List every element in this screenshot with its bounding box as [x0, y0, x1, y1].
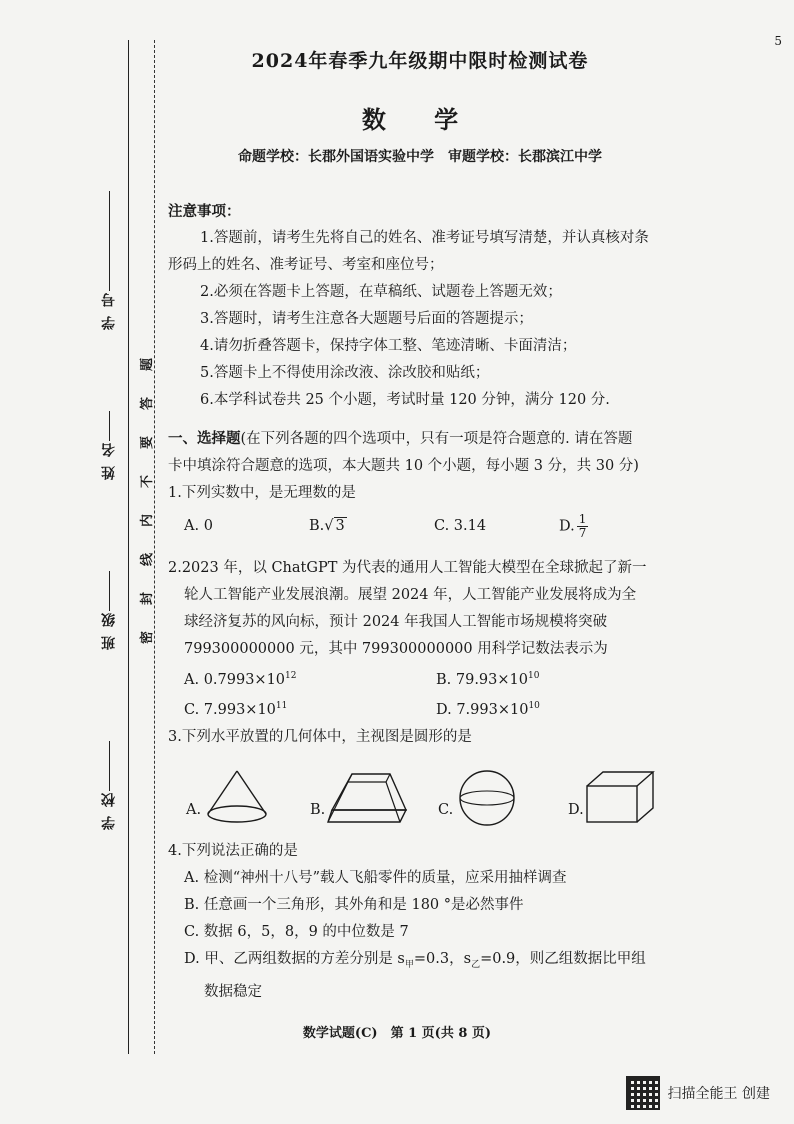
- seal-char: 内: [140, 513, 156, 528]
- note-line: 1.答题前，请考生先将自己的姓名、准考证号填写清楚，并认真核对条: [200, 230, 649, 246]
- section-instruction: (在下列各题的四个选项中，只有一项是符合题意的. 请在答题: [240, 431, 633, 447]
- seal-char: 答: [140, 396, 156, 411]
- school-field: [96, 735, 122, 830]
- exponent: 11: [275, 701, 288, 712]
- cone-icon: [204, 768, 270, 828]
- exponent: 12: [285, 670, 297, 681]
- question-1-stem: 1.下列实数中，是无理数的是: [168, 485, 356, 501]
- option-c: C.: [438, 802, 454, 818]
- option-c: [184, 693, 436, 724]
- notes-block: [168, 198, 688, 414]
- page-mark: 5: [774, 34, 782, 48]
- notes-title: 注意事项：: [168, 203, 241, 220]
- student-no-field: [96, 185, 122, 330]
- seal-char: 不: [140, 474, 156, 489]
- note-line: 形码上的姓名、准考证号、考室和座位号；: [168, 257, 444, 273]
- qr-code-icon: [626, 1076, 660, 1110]
- exponent: 10: [528, 701, 540, 712]
- question-2-options-row2: [168, 693, 688, 724]
- option-a: A.: [186, 802, 202, 818]
- section-choice: [168, 425, 688, 751]
- option-b: B. 任意画一个三角形，其外角和是 180 °是必然事件: [184, 897, 524, 913]
- option-b-label: B.: [309, 518, 325, 534]
- exponent: 10: [527, 670, 540, 681]
- section-instruction-cont: 卡中填涂符合题意的选项，本大题共 10 个小题，每小题 3 分，共 30 分): [168, 458, 639, 474]
- scanner-label: 扫描全能王 创建: [667, 1086, 770, 1102]
- option-d: D.: [568, 802, 584, 818]
- option-a: [184, 663, 436, 694]
- option-d: [436, 693, 688, 724]
- seal-warning: [136, 355, 156, 647]
- section-heading: [168, 425, 688, 453]
- page-footer: 数学试题(C) 第 1 页(共 8 页): [302, 1026, 492, 1041]
- option-b: [436, 663, 688, 694]
- option-d-text: =0.3，s: [413, 951, 472, 967]
- school-line: 命题学校：长郡外国语实验中学 审题学校：长郡滨江中学: [238, 149, 602, 165]
- option-d-text: D. 甲、乙两组数据的方差分别是 s: [184, 951, 405, 967]
- question-2-line: 2.2023 年，以 ChatGPT 为代表的通用人工智能大模型在全球掀起了新一: [168, 559, 647, 576]
- fraction: [577, 513, 589, 540]
- option-d: [559, 513, 684, 541]
- class-underline: [109, 571, 110, 611]
- question-3-stem: 3.下列水平放置的几何体中，主视图是圆形的是: [168, 729, 472, 746]
- note-line: 5.答题卡上不得使用涂改液、涂改胶和贴纸；: [200, 365, 490, 381]
- note-line: 3.答题时，请考生注意各大题题号后面的答题提示；: [200, 311, 533, 327]
- question-2-options-row1: [168, 663, 688, 694]
- option-a: A. 检测“神州十八号”载人飞船零件的质量，应采用抽样调查: [184, 870, 567, 886]
- seal-char: 封: [140, 591, 156, 606]
- scanner-watermark: [626, 1076, 770, 1110]
- option-a-text: A. 0.7993×10: [184, 671, 286, 688]
- fraction-numerator: 1: [578, 512, 587, 526]
- question-4-stem: 4.下列说法正确的是: [168, 843, 298, 859]
- option-c: C. 3.14: [434, 518, 487, 534]
- option-d-cont: 数据稳定: [204, 983, 262, 1000]
- sphere-icon: [456, 768, 518, 828]
- seal-char: 题: [140, 357, 156, 372]
- binding-line: [128, 40, 129, 1054]
- school-label: 学 校: [101, 791, 117, 830]
- option-c-text: C. 7.993×10: [184, 702, 276, 719]
- note-line: 6.本学科试卷共 25 个小题，考试时量 120 分钟，满分 120 分.: [200, 392, 610, 408]
- question-4: [168, 838, 688, 1006]
- seal-char: 要: [140, 435, 156, 450]
- option-d-label: D.: [559, 518, 575, 535]
- question-2-line: 球经济复苏的风向标，预计 2024 年我国人工智能市场规模将突破: [184, 613, 608, 630]
- student-no-label: 学 号: [101, 291, 117, 330]
- question-2-line: 799300000000 元，其中 799300000000 用科学记数法表示为: [184, 640, 608, 657]
- option-c: C. 数据 6，5，8，9 的中位数是 7: [184, 924, 409, 940]
- note-line: 4.请勿折叠答题卡，保持字体工整、笔迹清晰、卡面清洁；: [200, 338, 577, 354]
- seal-char: 密: [140, 630, 156, 645]
- school-underline: [109, 741, 110, 791]
- option-a: A. 0: [184, 518, 213, 534]
- option-d-text: =0.9，则乙组数据比甲组: [480, 951, 646, 967]
- sqrt-symbol: √: [324, 518, 334, 534]
- name-label: 姓 名: [101, 441, 117, 480]
- question-1-options: [168, 513, 688, 541]
- option-b-text: B. 79.93×10: [436, 671, 528, 688]
- fraction-denominator: 7: [578, 526, 587, 540]
- subscript: 甲: [404, 959, 414, 970]
- option-b: B.: [310, 802, 326, 818]
- option-d-text: D. 7.993×10: [436, 702, 529, 719]
- exam-title: 2024年春季九年级期中限时检测试卷: [251, 50, 589, 72]
- subject-title: 数 学: [361, 105, 479, 134]
- seal-char: 线: [140, 552, 156, 567]
- section-title: 一、选择题: [168, 430, 241, 447]
- name-field: [96, 405, 122, 480]
- subscript: 乙: [471, 959, 481, 970]
- question-2-line: 轮人工智能产业发展浪潮。展望 2024 年，人工智能产业发展将成为全: [184, 586, 637, 603]
- option-d: [168, 946, 688, 979]
- question-3-options: [186, 768, 666, 828]
- name-underline: [109, 411, 110, 441]
- class-field: [96, 565, 122, 650]
- sqrt-radicand: 3: [335, 518, 345, 534]
- class-label: 班 级: [101, 611, 117, 650]
- student-no-underline: [109, 191, 110, 291]
- option-b: [309, 513, 434, 541]
- note-line: 2.必须在答题卡上答题，在草稿纸、试题卷上答题无效；: [200, 284, 562, 300]
- frustum-icon: [326, 768, 412, 828]
- cuboid-icon: [584, 768, 658, 828]
